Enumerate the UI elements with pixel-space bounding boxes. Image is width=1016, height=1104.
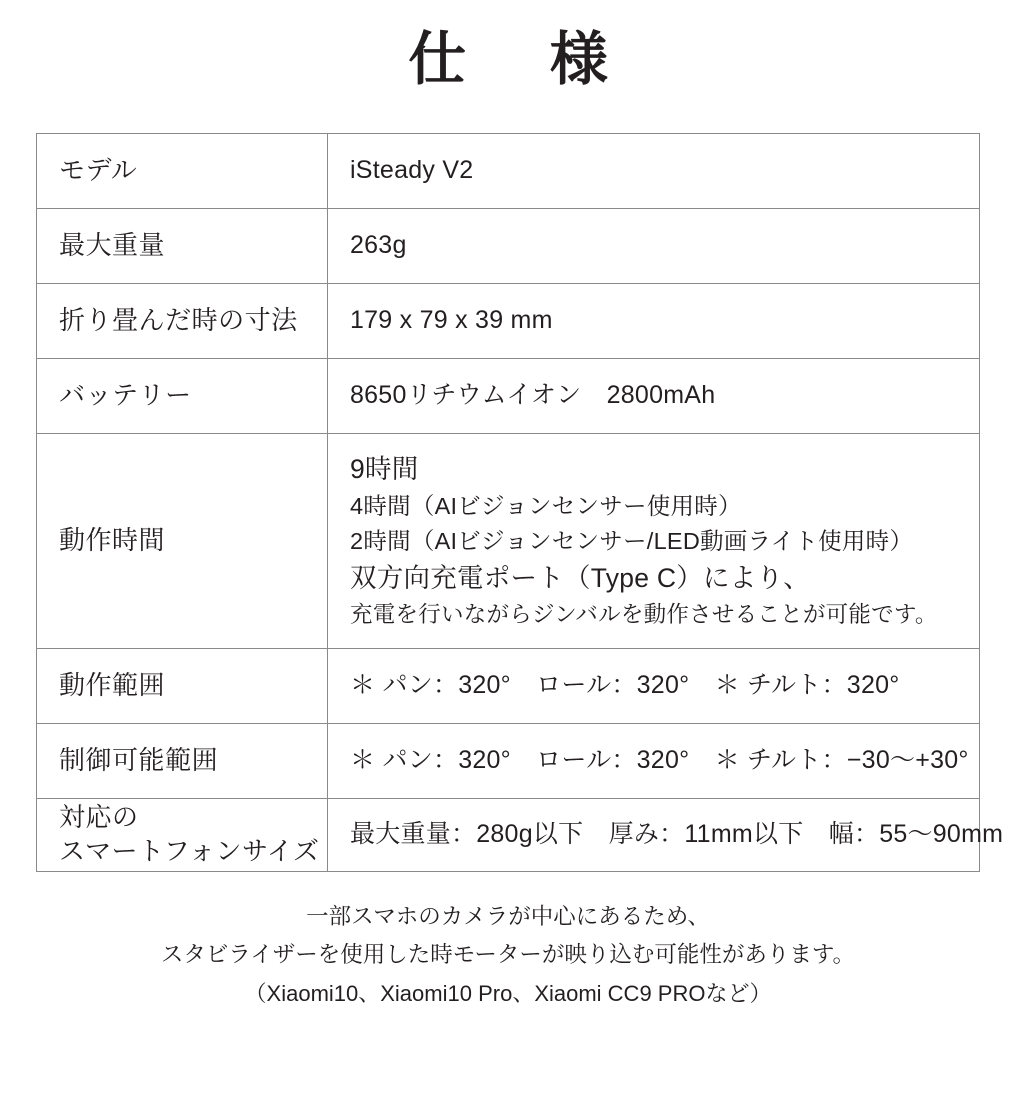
table-row <box>37 133 980 208</box>
table-row <box>37 648 980 723</box>
spec-value-battery: 8650リチウムイオン 2800mAh <box>328 358 980 433</box>
spec-label-model: モデル <box>37 133 328 208</box>
spec-value-motion-range: ＊ パン：320° ロール：320° ＊ チルト：320° <box>328 648 980 723</box>
table-row <box>37 433 980 648</box>
footnote-line-3: （Xiaomi10、Xiaomi10 Pro、Xiaomi CC9 PROなど） <box>244 980 772 1006</box>
runtime-line-list <box>350 446 979 636</box>
table-row <box>37 208 980 283</box>
table-row <box>37 283 980 358</box>
page-title: 仕 様 <box>408 27 621 92</box>
footnote-line-2: スタビライザーを使用した時モーターが映り込む可能性があります。 <box>160 942 856 968</box>
runtime-line-4: 双方向充電ポート（Type C）により、 <box>350 562 810 593</box>
spec-value-max-weight: 263g <box>328 208 980 283</box>
table-row <box>37 723 980 798</box>
spec-label-max-weight: 最大重量 <box>37 208 328 283</box>
footnote-line-1: 一部スマホのカメラが中心にあるため、 <box>306 903 710 929</box>
spec-label-phone-size <box>37 798 328 871</box>
spec-sheet-page <box>0 24 1016 1104</box>
spec-value-runtime <box>328 433 980 648</box>
table-row <box>37 798 980 871</box>
spec-label-runtime: 動作時間 <box>37 433 328 648</box>
runtime-line-5: 充電を行いながらジンバルを動作させることが可能です。 <box>350 602 938 628</box>
spec-label-phone-size-line1: 対応の <box>59 801 139 832</box>
spec-value-folded-size: 179 x 79 x 39 mm <box>328 283 980 358</box>
runtime-line-3: 2時間（AIビジョンセンサー/LED動画ライト使用時） <box>350 527 914 554</box>
specifications-table <box>36 133 1004 872</box>
spec-value-phone-size: 最大重量：280g以下 厚み：11mm以下 幅：55〜90mm <box>328 798 980 871</box>
spec-label-battery: バッテリー <box>37 358 328 433</box>
spec-label-folded-size: 折り畳んだ時の寸法 <box>37 283 328 358</box>
spec-label-phone-size-line2: スマートフォンサイズ <box>59 835 320 866</box>
spec-value-control-range: ＊ パン：320° ロール：320° ＊ チルト：−30〜+30° <box>328 723 980 798</box>
spec-value-model: iSteady V2 <box>328 133 980 208</box>
spec-label-motion-range: 動作範囲 <box>37 648 328 723</box>
spec-label-control-range: 制御可能範囲 <box>37 723 328 798</box>
runtime-line-2: 4時間（AIビジョンセンサー使用時） <box>350 493 742 520</box>
spec-table-container <box>36 133 1004 872</box>
footnotes <box>0 898 1016 1013</box>
table-row <box>37 358 980 433</box>
runtime-line-1: 9時間 <box>350 453 419 484</box>
